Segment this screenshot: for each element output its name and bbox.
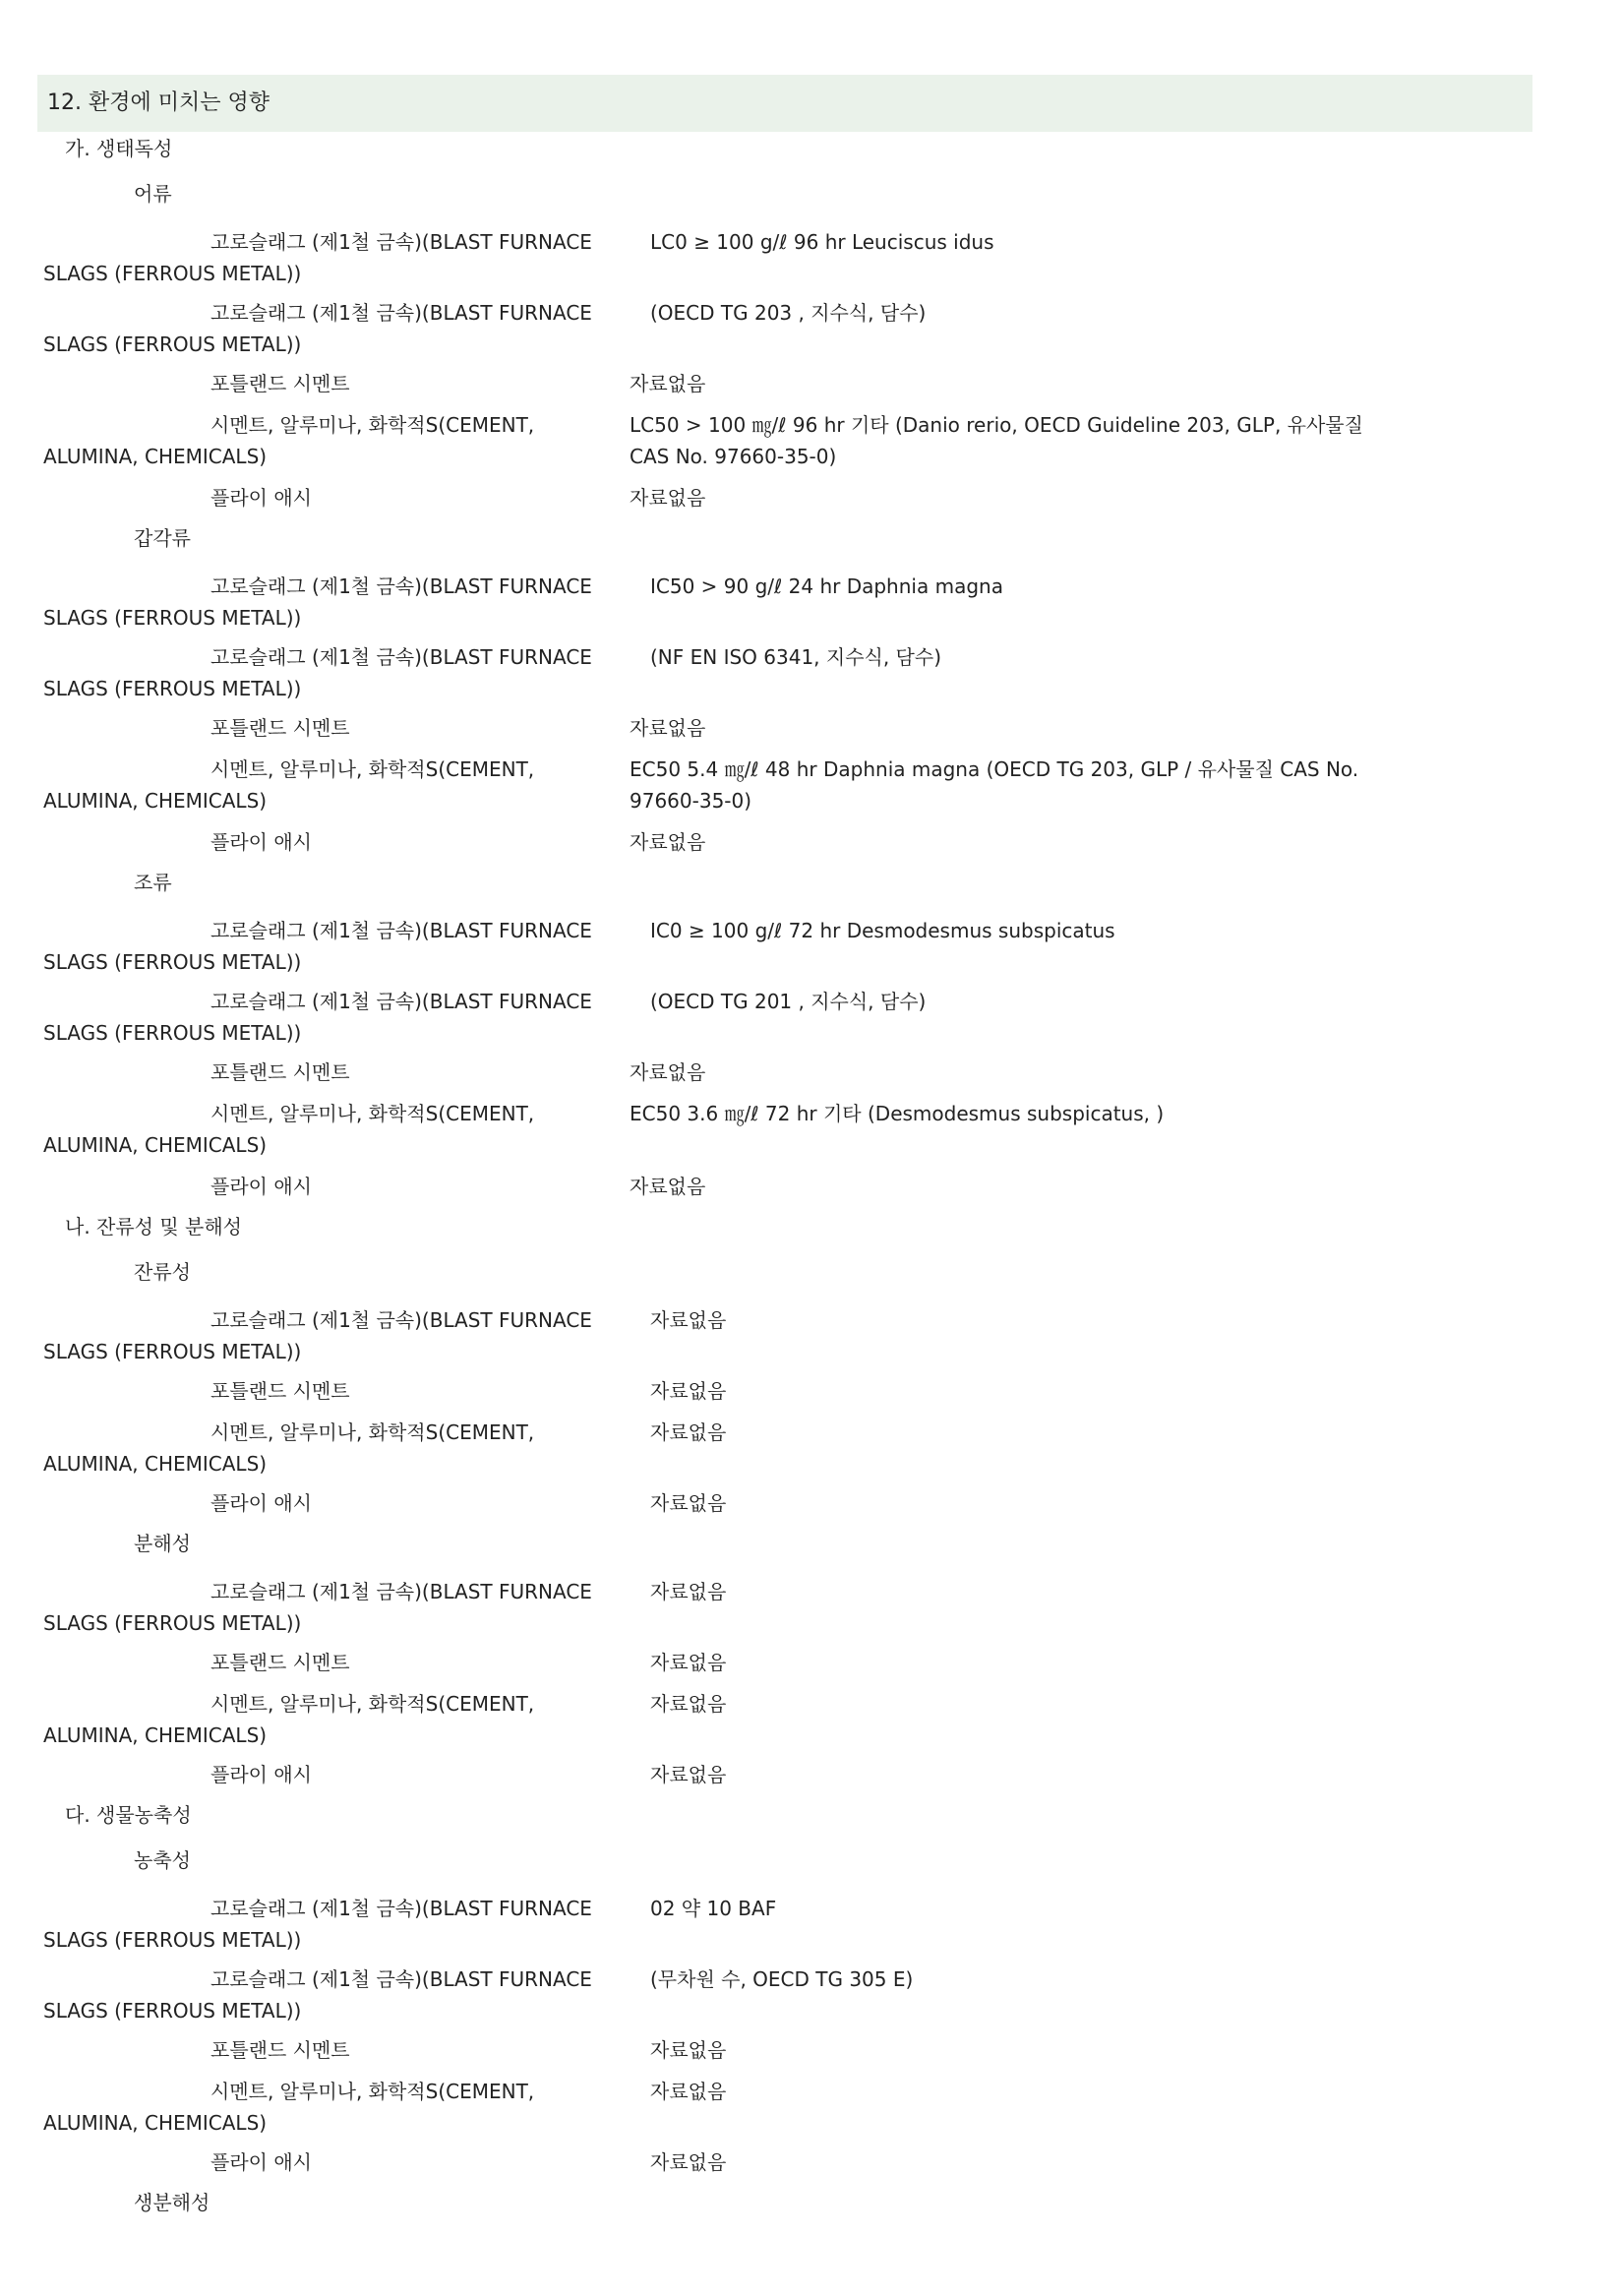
substance-value: 자료없음 (630, 1175, 706, 1198)
substance-name: 시멘트, 알루미나, 화학적S(CEMENT, (210, 1102, 535, 1125)
table-row (43, 712, 1519, 744)
substance-name: 포틀랜드 시멘트 (210, 1060, 350, 1084)
substance-value-cont: 97660-35-0) (630, 789, 752, 813)
substance-name-cont: ALUMINA, CHEMICALS) (43, 789, 268, 813)
substance-name-cont: SLAGS (FERROUS METAL)) (43, 1021, 302, 1045)
substance-value: LC50 > 100 ㎎/ℓ 96 hr 기타 (Danio rerio, OECD Guideline 203, GLP, 유사물질 (630, 413, 1363, 437)
substance-name: 고로슬래그 (제1철 금속)(BLAST FURNACE (210, 301, 592, 325)
substance-name-cont: SLAGS (FERROUS METAL)) (43, 1611, 302, 1635)
subsection-title: 나. 잔류성 및 분해성 (65, 1215, 242, 1239)
substance-name-cont: ALUMINA, CHEMICALS) (43, 1452, 268, 1476)
substance-value: 자료없음 (650, 1763, 727, 1786)
table-row (43, 1688, 1519, 1751)
substance-value: 자료없음 (650, 1420, 727, 1444)
substance-name: 플라이 애시 (210, 2150, 312, 2174)
table-row (43, 641, 1519, 704)
substance-value: 자료없음 (650, 1580, 727, 1603)
substance-name-cont: SLAGS (FERROUS METAL)) (43, 1340, 302, 1363)
substance-name: 플라이 애시 (210, 1491, 312, 1515)
substance-value: 자료없음 (650, 2038, 727, 2062)
substance-name-cont: SLAGS (FERROUS METAL)) (43, 332, 302, 356)
table-row (43, 1964, 1519, 2026)
substance-name: 고로슬래그 (제1철 금속)(BLAST FURNACE (210, 1580, 592, 1603)
substance-name: 플라이 애시 (210, 1763, 312, 1786)
table-row (43, 1759, 1519, 1790)
table-row (43, 1487, 1519, 1519)
substance-name: 포틀랜드 시멘트 (210, 2038, 350, 2062)
category-title: 조류 (134, 871, 172, 894)
substance-name: 고로슬래그 (제1철 금속)(BLAST FURNACE (210, 1967, 592, 1991)
substance-value: 자료없음 (650, 1308, 727, 1332)
substance-name-cont: SLAGS (FERROUS METAL)) (43, 950, 302, 974)
substance-value: 자료없음 (630, 1060, 706, 1084)
substance-value: (OECD TG 203 , 지수식, 담수) (650, 301, 927, 325)
category-title: 갑각류 (134, 526, 191, 550)
table-row (43, 1171, 1519, 1202)
table-row (43, 1417, 1519, 1480)
substance-name: 포틀랜드 시멘트 (210, 1379, 350, 1403)
substance-name: 포틀랜드 시멘트 (210, 372, 350, 395)
substance-name: 고로슬래그 (제1철 금속)(BLAST FURNACE (210, 1897, 592, 1920)
category-title: 생분해성 (134, 2191, 210, 2214)
substance-name: 시멘트, 알루미나, 화학적S(CEMENT, (210, 2080, 535, 2103)
substance-name-cont: SLAGS (FERROUS METAL)) (43, 677, 302, 700)
substance-name: 고로슬래그 (제1철 금속)(BLAST FURNACE (210, 990, 592, 1013)
substance-name: 고로슬래그 (제1철 금속)(BLAST FURNACE (210, 1308, 592, 1332)
substance-name: 시멘트, 알루미나, 화학적S(CEMENT, (210, 1420, 535, 1444)
table-row (43, 482, 1519, 514)
table-row (43, 2034, 1519, 2066)
substance-name: 포틀랜드 시멘트 (210, 1651, 350, 1674)
table-row (43, 297, 1519, 360)
substance-name: 고로슬래그 (제1철 금속)(BLAST FURNACE (210, 574, 592, 598)
substance-name-cont: ALUMINA, CHEMICALS) (43, 445, 268, 468)
substance-value: IC50 > 90 g/ℓ 24 hr Daphnia magna (650, 574, 1003, 598)
table-row (43, 1304, 1519, 1367)
substance-name: 플라이 애시 (210, 830, 312, 854)
substance-value: 자료없음 (650, 1692, 727, 1716)
substance-value: (OECD TG 201 , 지수식, 담수) (650, 990, 927, 1013)
substance-value: (무차원 수, OECD TG 305 E) (650, 1967, 914, 1991)
substance-name: 고로슬래그 (제1철 금속)(BLAST FURNACE (210, 919, 592, 942)
substance-value: (NF EN ISO 6341, 지수식, 담수) (650, 645, 942, 669)
substance-value: EC50 3.6 ㎎/ℓ 72 hr 기타 (Desmodesmus subspicatus, ) (630, 1102, 1165, 1125)
table-row (43, 1893, 1519, 1956)
table-row (43, 2146, 1519, 2178)
substance-name-cont: ALUMINA, CHEMICALS) (43, 1133, 268, 1157)
substance-value: 자료없음 (630, 830, 706, 854)
substance-name: 고로슬래그 (제1철 금속)(BLAST FURNACE (210, 645, 592, 669)
section-title: 12. 환경에 미치는 영향 (47, 91, 270, 115)
category-title: 어류 (134, 182, 172, 206)
table-row (43, 754, 1519, 816)
substance-value: 자료없음 (650, 1491, 727, 1515)
substance-name-cont: SLAGS (FERROUS METAL)) (43, 1928, 302, 1952)
category-title: 잔류성 (134, 1260, 191, 1284)
substance-value: 자료없음 (650, 1379, 727, 1403)
table-row (43, 2076, 1519, 2139)
table-row (43, 409, 1519, 472)
substance-name-cont: ALUMINA, CHEMICALS) (43, 1723, 268, 1747)
category-title: 분해성 (134, 1532, 191, 1555)
substance-value: 자료없음 (630, 486, 706, 510)
table-row (43, 368, 1519, 399)
table-row (43, 226, 1519, 289)
table-row (43, 1098, 1519, 1161)
substance-value-cont: CAS No. 97660-35-0) (630, 445, 837, 468)
section-header (37, 75, 1532, 132)
substance-name: 시멘트, 알루미나, 화학적S(CEMENT, (210, 757, 535, 781)
substance-name-cont: ALUMINA, CHEMICALS) (43, 2111, 268, 2135)
substance-name-cont: SLAGS (FERROUS METAL)) (43, 262, 302, 285)
subsection-title: 다. 생물농축성 (65, 1803, 192, 1827)
table-row (43, 826, 1519, 858)
substance-value: 자료없음 (650, 1651, 727, 1674)
subsection-title: 가. 생태독성 (65, 137, 173, 160)
table-row (43, 1057, 1519, 1088)
substance-value: EC50 5.4 ㎎/ℓ 48 hr Daphnia magna (OECD TG 203, GLP / 유사물질 CAS No. (630, 757, 1359, 781)
category-title: 농축성 (134, 1848, 191, 1872)
substance-value: 자료없음 (630, 716, 706, 740)
substance-value: 자료없음 (630, 372, 706, 395)
substance-name: 고로슬래그 (제1철 금속)(BLAST FURNACE (210, 230, 592, 254)
substance-value: LC0 ≥ 100 g/ℓ 96 hr Leuciscus idus (650, 230, 994, 254)
table-row (43, 571, 1519, 634)
substance-name: 플라이 애시 (210, 1175, 312, 1198)
substance-name: 포틀랜드 시멘트 (210, 716, 350, 740)
table-row (43, 986, 1519, 1049)
table-row (43, 1647, 1519, 1678)
substance-value: 자료없음 (650, 2080, 727, 2103)
substance-value: 자료없음 (650, 2150, 727, 2174)
table-row (43, 915, 1519, 978)
substance-value: 02 약 10 BAF (650, 1897, 777, 1920)
table-row (43, 1375, 1519, 1407)
substance-name-cont: SLAGS (FERROUS METAL)) (43, 1999, 302, 2023)
substance-name: 시멘트, 알루미나, 화학적S(CEMENT, (210, 413, 535, 437)
substance-name: 시멘트, 알루미나, 화학적S(CEMENT, (210, 1692, 535, 1716)
substance-name-cont: SLAGS (FERROUS METAL)) (43, 606, 302, 630)
table-row (43, 1576, 1519, 1639)
substance-name: 플라이 애시 (210, 486, 312, 510)
substance-value: IC0 ≥ 100 g/ℓ 72 hr Desmodesmus subspicatus (650, 919, 1115, 942)
